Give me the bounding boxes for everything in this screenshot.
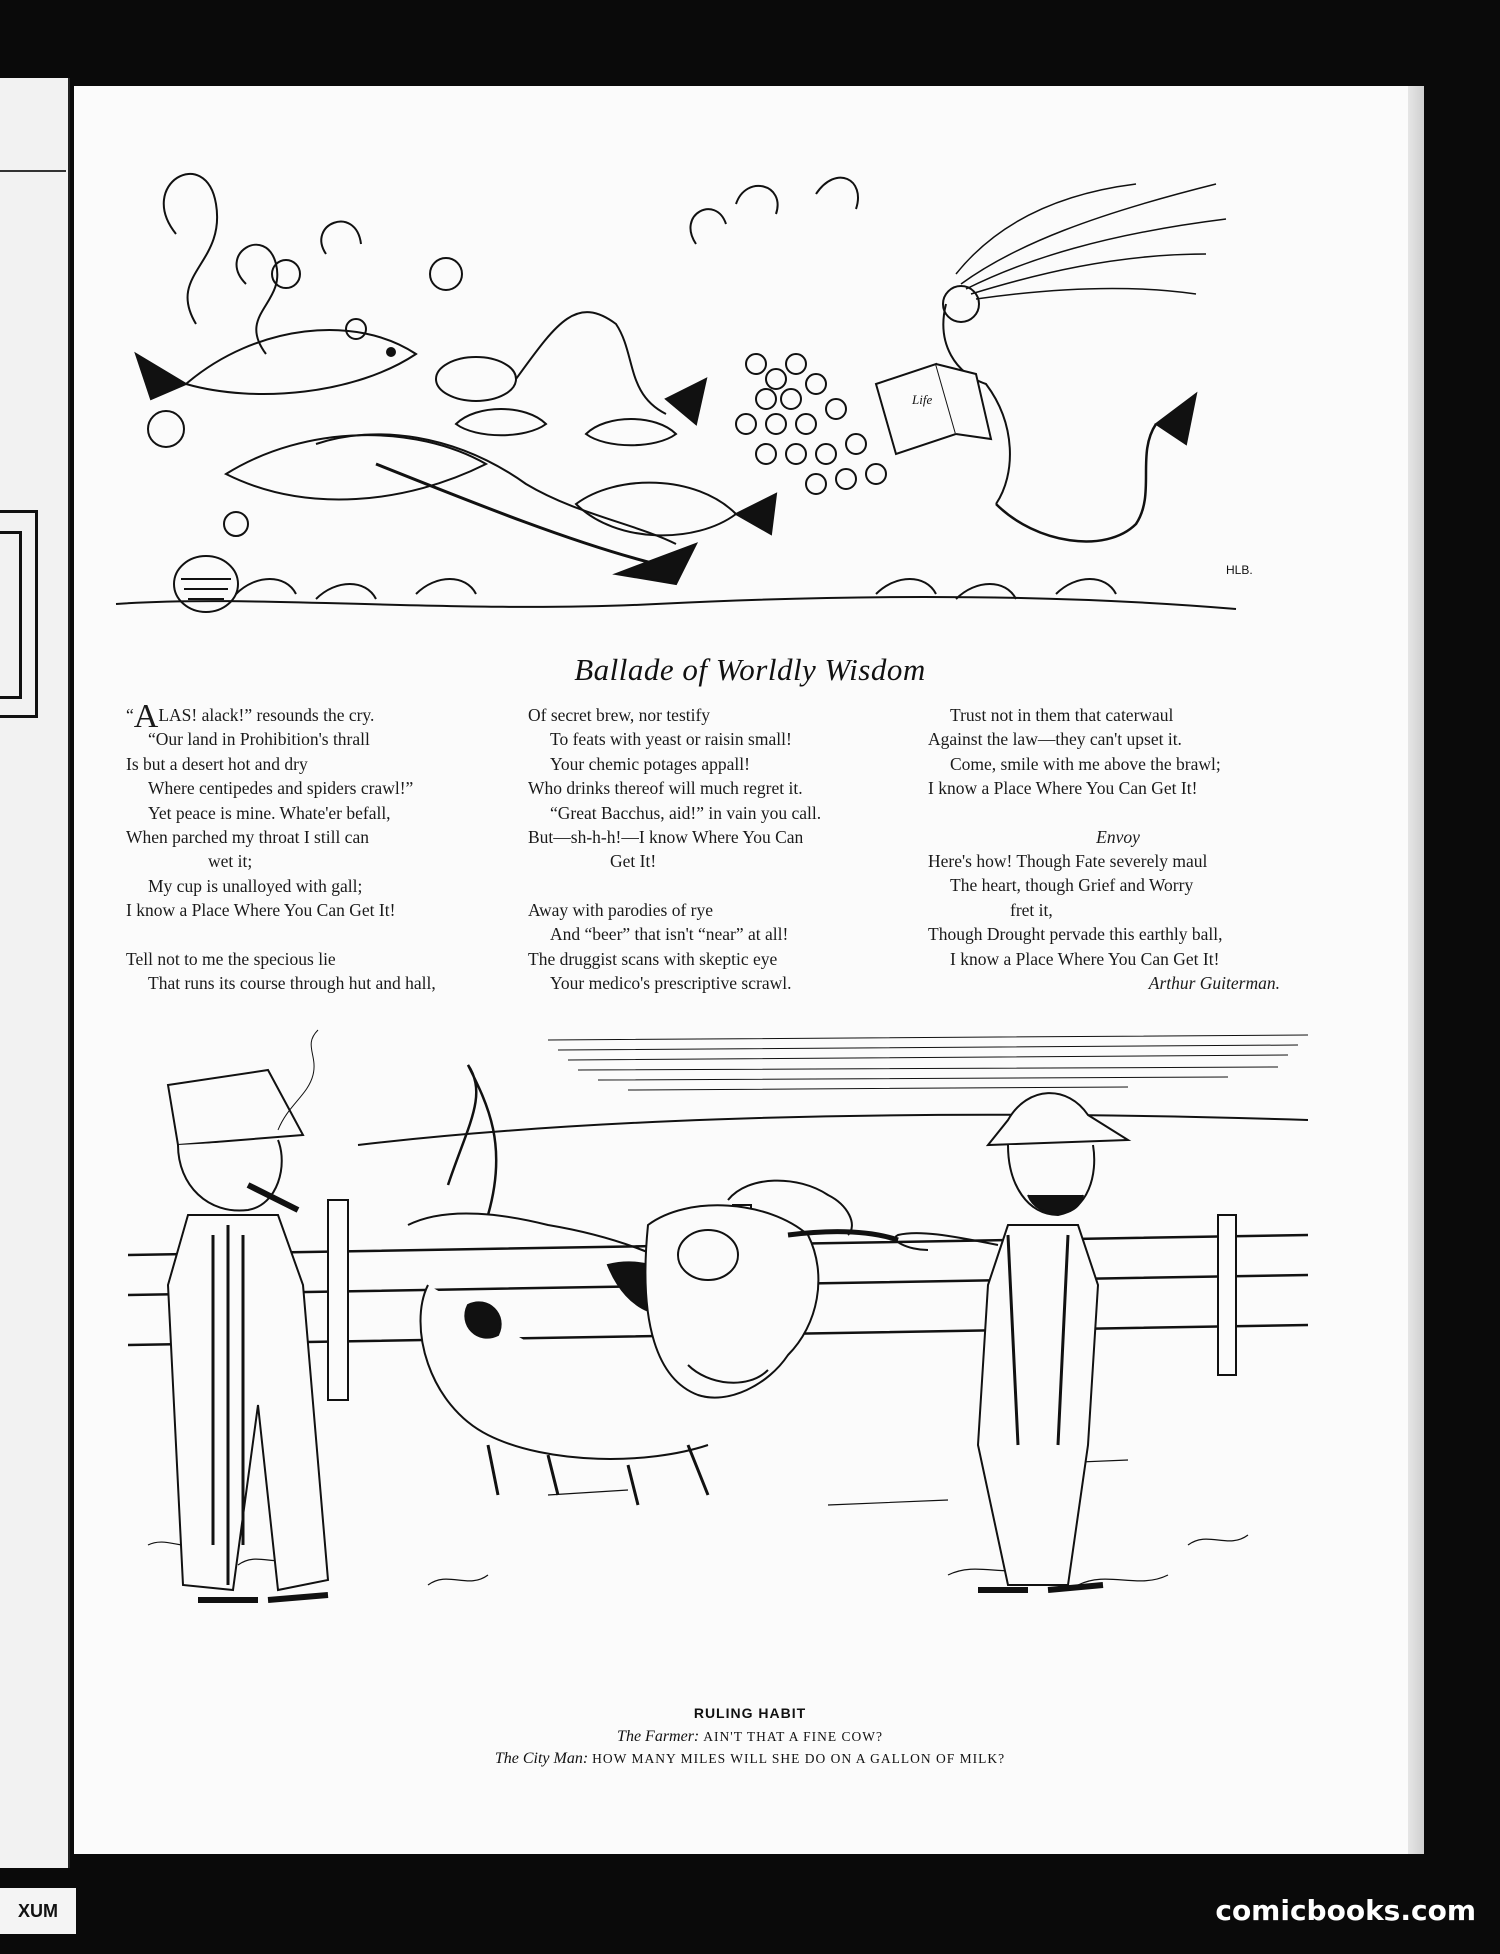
artist-initials: HLB.: [1226, 563, 1253, 577]
seaweed-curl: [321, 222, 361, 254]
poem-line: Trust not in them that caterwaul: [950, 705, 1174, 725]
cow: [408, 1065, 898, 1505]
cartoon-illustration: [128, 1025, 1308, 1705]
envoy-heading: Envoy: [1096, 826, 1140, 847]
poem-line: Get It!: [610, 851, 657, 872]
creature-neck: [516, 312, 666, 414]
poem-line: But—sh-h-h!—I know Where You Can: [528, 827, 804, 848]
bubble-swirl: [272, 260, 300, 288]
bubble-swirl: [430, 258, 462, 290]
seaweed-curl: [164, 174, 217, 324]
eel: [376, 464, 656, 564]
coral-cluster: [736, 354, 886, 494]
poem-column-2: [528, 703, 903, 995]
city-man-cap: [168, 1070, 303, 1145]
poem-line: Of secret brew, nor testify: [528, 705, 711, 725]
seabed: [116, 597, 1236, 609]
bubble-swirl: [224, 512, 248, 536]
fish-small: [456, 409, 546, 435]
corner-tag: XUM: [0, 1888, 76, 1934]
mermaid-tail-fin: [1156, 394, 1196, 444]
bubble-swirl: [346, 319, 366, 339]
dropcap-quote: “: [126, 705, 134, 725]
poem-line: The druggist scans with skeptic eye: [528, 948, 778, 969]
cow-tail: [448, 1065, 496, 1215]
poem-line: fret it,: [1010, 899, 1053, 920]
city-man-shoes: [198, 1595, 328, 1600]
author-signature: Arthur Guiterman.: [1148, 973, 1280, 994]
page-edge-shadow: [1408, 86, 1424, 1854]
farmer-beard: [1028, 1195, 1083, 1214]
fish-small: [586, 419, 676, 445]
mermaid-hair: [961, 184, 1216, 284]
watermark: comicbooks.com: [1215, 1894, 1476, 1927]
seaweed-curl: [690, 178, 858, 244]
poem-column-1: [126, 698, 501, 995]
horizon-line: [358, 1115, 1308, 1145]
poem-line: I know a Place Where You Can Get It!: [126, 900, 396, 921]
spotted-creature: [436, 357, 516, 401]
bubble-swirl: [148, 411, 184, 447]
poem-line: To feats with yeast or raisin small!: [550, 729, 792, 750]
poem-line: When parched my throat I still can: [126, 827, 369, 848]
poem-line: I know a Place Where You Can Get It!: [928, 778, 1198, 799]
fish-tail: [136, 354, 186, 399]
poem-line: That runs its course through hut and hall,: [148, 973, 436, 994]
city-man-face: [178, 1140, 282, 1211]
cartoon-caption-line-1: [0, 1728, 1500, 1746]
poem-line: Tell not to me the specious lie: [126, 948, 336, 969]
fish-spotted: [576, 483, 736, 536]
fish: [186, 330, 416, 394]
poem-line: Away with parodies of rye: [528, 899, 714, 920]
book-label: Life: [912, 392, 933, 407]
poem-line: Yet peace is mine. Whate'er befall,: [148, 802, 391, 823]
poem-line: Your chemic potages appall!: [550, 753, 750, 774]
poem-line: Though Drought pervade this earthly ball,: [928, 924, 1223, 945]
farmer-hat: [988, 1093, 1128, 1145]
header-illustration: [56, 124, 1292, 644]
caption-speaker: The City Man:: [494, 1750, 589, 1767]
poem-line: “Great Bacchus, aid!” in vain you call.: [550, 802, 822, 823]
poem-line: Who drinks thereof will much regret it.: [528, 778, 803, 799]
poem-line: “Our land in Prohibition's thrall: [148, 729, 370, 750]
caption-dialogue: AIN'T THAT A FINE COW?: [703, 1729, 883, 1744]
poem-line: Here's how! Though Fate severely maul: [928, 851, 1208, 872]
sky-hatching: [548, 1035, 1308, 1090]
poem-line: And “beer” that isn't “near” at all!: [550, 924, 789, 945]
poem-title: Ballade of Worldly Wisdom: [574, 652, 926, 687]
fish-fin: [316, 434, 676, 544]
cartoon-caption-line-2: [0, 1750, 1500, 1768]
poem-line: I know a Place Where You Can Get It!: [950, 948, 1220, 969]
poem-column-3: [928, 703, 1308, 995]
caption-dialogue: HOW MANY MILES WILL SHE DO ON A GALLON OF MILK?: [592, 1751, 1006, 1766]
mermaid: [876, 184, 1226, 541]
poem-line: Your medico's prescriptive scrawl.: [550, 973, 792, 994]
poem-line: LAS! alack!” resounds the cry.: [158, 705, 375, 725]
dropcap-letter: A: [133, 698, 159, 735]
poem-line: My cup is unalloyed with gall;: [148, 875, 363, 896]
caption-speaker: The Farmer:: [617, 1728, 700, 1745]
eel-tail: [616, 544, 696, 584]
poem-line: Where centipedes and spiders crawl!”: [148, 778, 414, 799]
farmer: [895, 1093, 1128, 1590]
poem-line: The heart, though Grief and Worry: [950, 875, 1194, 896]
shell: [174, 556, 238, 612]
cartoon-caption-title: RULING HABIT: [693, 1705, 807, 1721]
poem-line: wet it;: [208, 851, 253, 872]
city-man: [168, 1030, 328, 1600]
farmer-overalls: [978, 1225, 1098, 1585]
city-man-coat: [168, 1215, 328, 1590]
poem-line: Come, smile with me above the brawl;: [950, 753, 1221, 774]
poem-line: Is but a desert hot and dry: [126, 753, 308, 774]
poem-line: Against the law—they can't upset it.: [928, 729, 1182, 750]
